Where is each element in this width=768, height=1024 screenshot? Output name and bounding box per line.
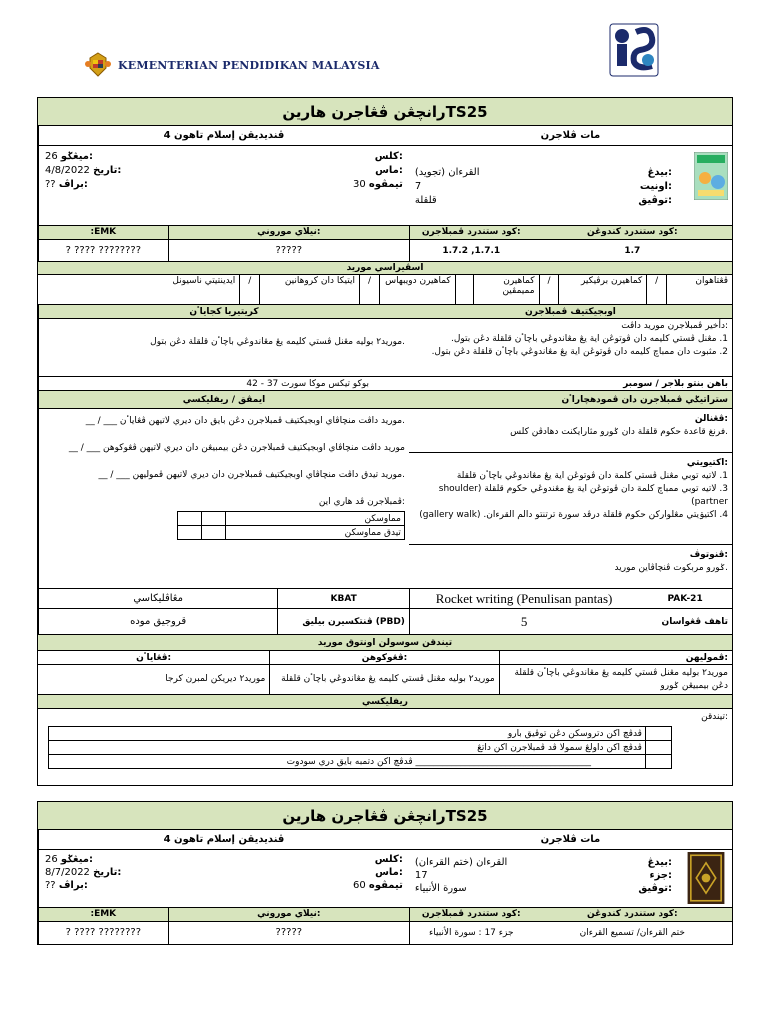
details-row — [38, 146, 732, 226]
aspiration-item: كماهيرن دويبهاس — [379, 275, 455, 304]
aspiration-mark: / — [646, 275, 666, 304]
subject-label: مات ڤلاجرن — [540, 130, 601, 141]
aspiration-mark — [455, 275, 473, 304]
followup-value: موريد٢ بوليه مڠنل ڤستي كليمه يڠ مڠاندوڠي باچاٴن قلقلة دڠن بيمبيڠن ݢورو — [499, 665, 732, 694]
learning-std-value: 1.7.1, 1.7.2 — [409, 240, 533, 261]
aspiration-item: كماهيرن برڤيكير — [558, 275, 646, 304]
subject-label: مات ڤلاجرن — [540, 834, 601, 845]
pbd-value: قروجيق موده — [38, 609, 277, 634]
schedule-cell: :كلس :ميڠݢو 26 :ماس :تاريخ 8/7/2022 تيمڤوه 60 :براڤ ?? — [38, 850, 409, 907]
topic-value: سورة الأنبياء — [414, 883, 467, 894]
reflection-header: ريفليكسي — [362, 697, 408, 707]
impact-line: .موريد داڤت منچاڤاي اوبجيكتيف ڤمبلاجرن دڠن بايق دان ديري لاتيهن ڤڠاياٴن ___ / __ — [85, 416, 405, 426]
lesson-plan-1 — [37, 97, 733, 786]
strategy-activity: :اكتيويتي 1. لاتيه توبي مڠنل ڤستي كلمة دان ڤوتوڠن اية يڠ مڠاندوڠي باچاٴن قلقلة 3. لاتيه توبي ممباچ كلمة دان ڤوتوڠن اية يڠ مڠندوڠي حكوم قلقلة (shoulder partner) 4. اكتيۏيتي مڠلواركن حكوم قلقلة درڤد سورة ترتنتو دالم القرءان. (gallery walk) — [409, 453, 732, 545]
aspiration-mark: / — [239, 275, 259, 304]
reflection-table — [48, 726, 672, 769]
objective-line: :دأخير ڤمبلاجرن موريد داڤت — [621, 321, 728, 331]
reflection-option: ڤدڤچ اكن داولڠ سمولا ڤد ڤمبلاجرن اكن داتڠ — [49, 741, 646, 755]
objective-header: اوبجيكتيف ڤمبلاجرن — [525, 307, 616, 317]
impact-header: ايمڤق / ريفليكسي — [38, 391, 409, 408]
content-std-value: 1.7 — [624, 246, 641, 256]
aspiration-item: كماهيرن مميمڤين — [473, 275, 539, 304]
topic-cell: :بيدڠ القرءان (تجويد) :اونيت 7 :توڤيق قلقلة — [409, 146, 732, 225]
theme-value: القرءان (ختم القرءان) — [414, 857, 508, 868]
reflection-header-row — [38, 695, 732, 709]
reflection-label: :تيندقن — [701, 712, 728, 722]
kbat-label: KBAT — [277, 589, 409, 608]
objective-row — [38, 319, 732, 377]
aspiration-item: ڤڠتاهوان — [666, 275, 732, 304]
class-label: ڤنديديقن إسلام تاهون 4 — [38, 126, 409, 145]
strategy-header-row — [38, 391, 732, 409]
unit-value: 17 — [414, 870, 428, 881]
lesson-plan-2 — [37, 801, 733, 945]
strategy-intro: :ڤڠنالن .فرنغ قاعدة حكوم قلقلة دان ݢورو مثارايكنت دهادڤن كلس — [409, 409, 732, 453]
reflection-option: _______________________________________ ڤدڤچ اكن دتمبه بايق دري سودوت — [49, 755, 646, 769]
followup-col: :ڤڠاياٴن — [136, 653, 172, 663]
aspiration-row — [38, 275, 732, 305]
plan-title: TS25رانچڠن ڤڠاجرن هارين — [38, 98, 732, 126]
quran-cover-icon — [686, 852, 726, 904]
date-value: 8/7/2022 — [45, 867, 90, 878]
value-value: ????? — [168, 240, 409, 261]
aspiration-mark: / — [359, 275, 379, 304]
attendance-value: ?? — [45, 880, 56, 891]
subject-row — [38, 830, 732, 850]
duration-value: 60 — [353, 880, 366, 891]
objective-line: 2. مثبوت دان ممباچ كليمه دان ڤوتوڠن اية يڠ مڠاندوڠي باچاٴن قلقلة دڠن بتول. — [431, 347, 728, 357]
week-value: 26 — [45, 151, 58, 162]
pak-row — [38, 589, 732, 609]
reflection-check[interactable] — [646, 727, 672, 741]
ministry-name: KEMENTERIAN PENDIDIKAN MALAYSIA — [118, 59, 380, 72]
standards-value-row — [38, 922, 732, 944]
followup-header-row — [38, 635, 732, 651]
textbook-cover-icon — [694, 152, 728, 200]
followup-header: تيندقن سوسولن اونتوق موريد — [317, 638, 453, 648]
subject-row — [38, 126, 732, 146]
pak-value: Rocket writing (Penulisan pantas) — [409, 589, 638, 608]
impact-line: .موريد تيدق داڤت منچاڤاي اوبجيكتيف ڤمبلاجرن دان ديري لاتيهن ڤموليهن ___ / __ — [98, 470, 405, 480]
aspiration-item: ايدينتيتي ناسيونل — [172, 276, 236, 286]
details-row — [38, 850, 732, 908]
criteria-header: كريتيريا كجاياٴن — [38, 305, 409, 318]
objective-cell — [409, 319, 732, 376]
mastery-check[interactable] — [201, 512, 225, 526]
pbd-row — [38, 609, 732, 635]
unit-value: 7 — [414, 181, 422, 192]
emk-label: EMK: — [38, 908, 168, 921]
content-std-label: :كود ستندرد كندوڠن — [587, 227, 678, 237]
malaysia-crest-icon — [84, 52, 112, 78]
aspiration-header-row — [38, 262, 732, 275]
strategy-cell — [409, 409, 732, 588]
content-std-value: ختم القرءان/ تسميع القرءان — [579, 928, 685, 938]
impact-line: موريد داڤت منچاڤاي اوبجيكتيف ڤمبلاجرن دڠن بيمبيڠن دان ديري لاتيهن ڤڠوكوهن ___ / __ — [68, 443, 405, 453]
mastery-option: تيدق مماوسكن — [225, 526, 404, 540]
aspiration-mark: / — [539, 275, 559, 304]
mastery-table — [177, 511, 405, 540]
schedule-cell: :كلس :ميڠݢو 26 :ماس :تاريخ 4/8/2022 تيمڤوه 30 :براڤ ?? — [38, 146, 409, 225]
criteria-text: .موريد٢ بوليه مڠنل ڤستي كليمه يڠ مڠاندوڠي باچاٴن قلقلة دڠن بتول — [38, 319, 409, 376]
aspiration-header: اسڤيراسي موريد — [346, 263, 424, 273]
topic-cell: :بيدڠ القرءان (ختم القرءان) :جزء 17 :توڤيق سورة الأنبياء — [409, 850, 732, 907]
kbat-value: مڠاڤليكاسي — [38, 589, 277, 608]
duration-value: 30 — [353, 179, 366, 190]
aspiration-item: ايتيكا دان كروهانين — [259, 275, 359, 304]
strategy-row — [38, 409, 732, 589]
standards-header-row — [38, 908, 732, 922]
ts25-logo-icon — [608, 22, 660, 78]
reflection-option: ڤدڤچ اكن دتروسكن دڠن توڤيق بارو — [49, 727, 646, 741]
learning-std-label: :كود ستندرد ڤمبلاجرن — [409, 908, 533, 921]
material-value: بوكو تيكس موكا سورت 37 - 42 — [38, 377, 409, 390]
learning-std-label: :كود ستندرد ڤمبلاجرن — [409, 226, 533, 239]
reflection-row — [38, 709, 732, 785]
followup-cols-row — [38, 651, 732, 665]
level-value: 5 — [409, 609, 638, 634]
week-value: 26 — [45, 854, 58, 865]
strategy-closing: :ڤنوتوڤ .ݢورو مربكوت ڤنچاڤاين موريد — [614, 550, 728, 573]
standards-header-row — [38, 226, 732, 240]
pbd-label: (PBD) ڤنتكسيرن بيليق — [277, 609, 409, 634]
followup-value: موريد٢ ديريكن لمبرن كرجا — [165, 674, 266, 684]
plan-title: TS25رانچڠن ڤڠاجرن هارين — [38, 802, 732, 830]
strategy-header: ستراتيݢي ڤمبلاجرن دان ڤمودهچاراٴن — [561, 395, 728, 405]
date-value: 4/8/2022 — [45, 165, 90, 176]
value-value: ????? — [168, 922, 409, 944]
value-label: :نيلاي موروني — [168, 908, 409, 921]
followup-col: :ڤڠوكوهن — [269, 651, 498, 664]
emk-value: ???????? ???? ? — [38, 240, 168, 261]
material-row — [38, 377, 732, 391]
pak-label: PAK-21 — [667, 594, 703, 604]
objective-header-row — [38, 305, 732, 319]
impact-cell — [38, 409, 409, 588]
material-label: باهن بنتو بلاجر / سومبر — [623, 379, 728, 389]
class-label: ڤنديديقن إسلام تاهون 4 — [38, 830, 409, 849]
mastery-check[interactable] — [201, 526, 225, 540]
reflection-cell — [38, 709, 732, 785]
reflection-check[interactable] — [646, 741, 672, 755]
standards-value-row — [38, 240, 732, 262]
learning-std-value: جزء 17 : سورة الأنبياء — [409, 922, 533, 944]
topic-value: قلقلة — [414, 195, 437, 206]
emk-value: ???????? ???? ? — [38, 922, 168, 944]
followup-values-row — [38, 665, 732, 695]
value-label: :نيلاي موروني — [168, 226, 409, 239]
page-header — [0, 0, 768, 95]
attendance-value: ?? — [45, 179, 56, 190]
emk-label: EMK: — [38, 226, 168, 239]
mastery-option: مماوسكن — [225, 512, 404, 526]
reflection-check[interactable] — [646, 755, 672, 769]
content-std-label: :كود ستندرد كندوڠن — [587, 909, 678, 919]
followup-value: موريد٢ بوليه مڠنل ڤستي كليمه يڠ مڠاندوڠي باچاٴن قلقلة — [269, 665, 498, 694]
followup-col: :ڤموليهن — [499, 651, 732, 664]
level-label: تاهف ڤڠواسان — [661, 617, 728, 627]
theme-value: القرءان (تجويد) — [414, 167, 480, 178]
objective-line: 1. مڠنل ڤستي كليمه دان ڤوتوڠن اية يڠ مڠاندوڠي باچاٴن قلقلة دڠن بتول. — [450, 334, 728, 344]
impact-line: :ڤمبلاجرن ڤد هاري اين — [318, 497, 405, 507]
